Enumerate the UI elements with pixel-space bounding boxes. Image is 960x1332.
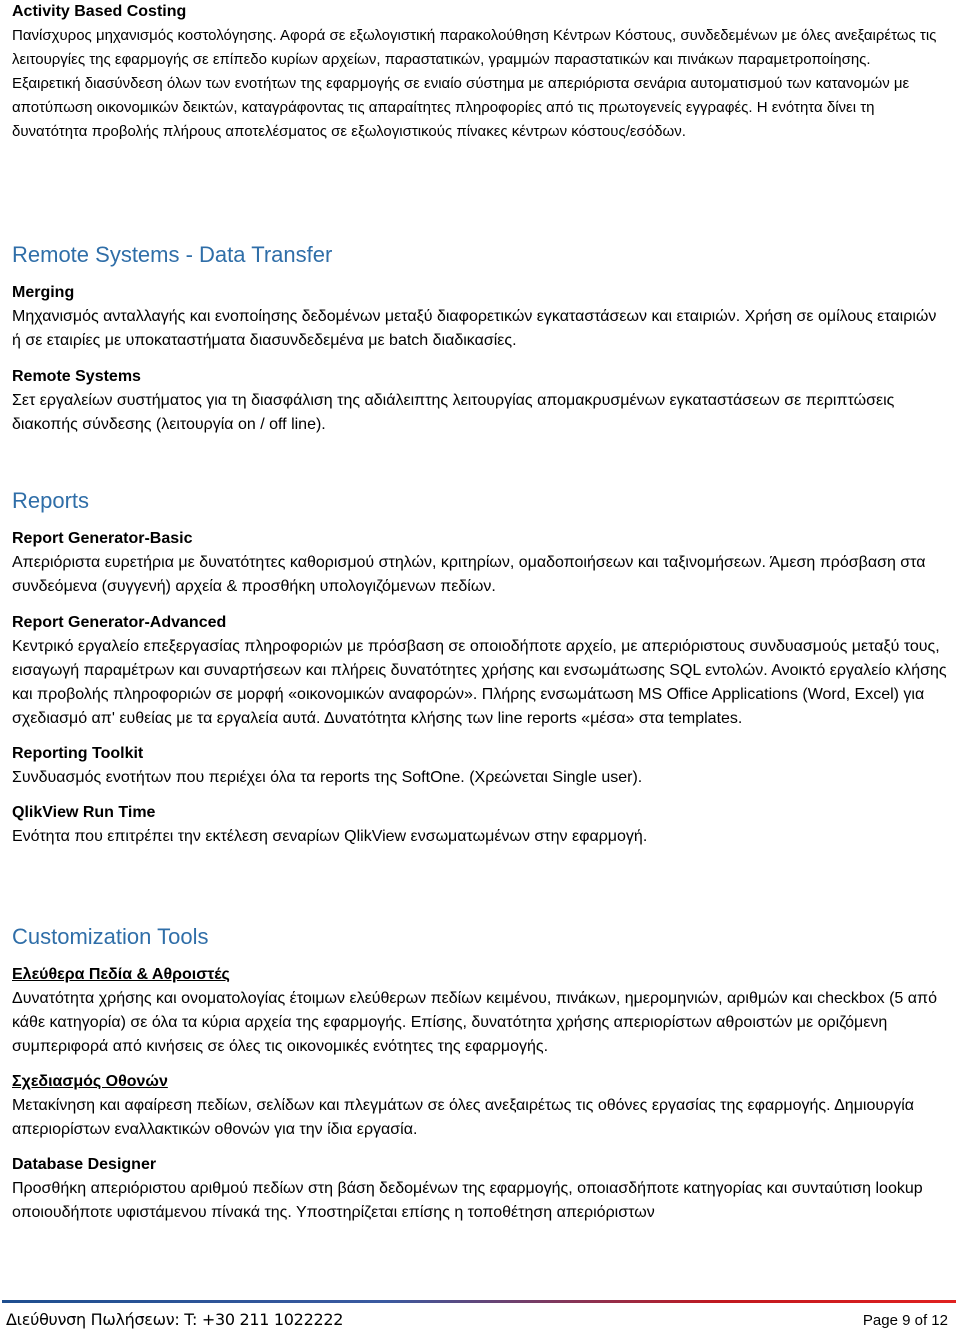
free-fields-title: Ελεύθερα Πεδία & Αθροιστές bbox=[12, 966, 230, 983]
footer-divider bbox=[2, 1300, 956, 1303]
report-advanced-title: Report Generator-Advanced bbox=[12, 614, 227, 631]
reports-section bbox=[12, 487, 948, 849]
free-fields-text: Δυνατότητα χρήσης και ονοματολογίας έτοιμων ελεύθερων πεδίων κειμένου, πινάκων, ημερομηνιών, αριθμών και checkbox (5 από κάθε κατηγορία) σε όλα τα κύρια αρχεία της εφαρμογής. Επίσης, δυνατότητα χρήσης απεριορίστων αθροιστών με οριζόμενη συμπεριφορά από κινήσεις σε όλες τις οικονομικές ενότητες της εφαρμογής. bbox=[12, 990, 937, 1055]
qlikview-title: QlikView Run Time bbox=[12, 804, 156, 821]
remote-systems-section bbox=[12, 241, 948, 437]
abc-section bbox=[12, 0, 948, 144]
report-basic-title: Report Generator-Basic bbox=[12, 530, 193, 547]
report-basic-text: Απεριόριστα ευρετήρια με δυνατότητες καθορισμού στηλών, κριτηρίων, ομαδοποιήσεων και ταξινομήσεων. Άμεση πρόσβαση στα συνδεόμενα (συγγενή) αρχεία & προσθήκη υπολογιζόμενων πεδίων. bbox=[12, 554, 926, 595]
section-heading-remote-systems: Remote Systems - Data Transfer bbox=[12, 242, 333, 267]
abc-title: Activity Based Costing bbox=[12, 3, 187, 20]
customization-section bbox=[12, 923, 948, 1225]
section-heading-customization: Customization Tools bbox=[12, 924, 209, 949]
merging-title: Merging bbox=[12, 284, 75, 301]
page-number: Page 9 of 12 bbox=[862, 1312, 948, 1329]
database-designer-title: Database Designer bbox=[12, 1156, 157, 1173]
section-heading-reports: Reports bbox=[12, 488, 90, 513]
screen-design-text: Μετακίνηση και αφαίρεση πεδίων, σελίδων και πλεγμάτων σε όλες ανεξαιρέτως τις οθόνες εργασίας της εφαρμογής. Δημιουργία απεριορίστων εναλλακτικών οθονών για την ίδια εργασία. bbox=[12, 1097, 915, 1138]
footer-contact: Διεύθυνση Πωλήσεων: T: +30 211 1022222 bbox=[6, 1310, 344, 1329]
remote-systems-text: Σετ εργαλείων συστήματος για τη διασφάλιση της αδιάλειπτης λειτουργίας απομακρυσμένων εγκαταστάσεων σε περιπτώσεις διακοπής σύνδεσης (λειτουργία on / off line). bbox=[12, 392, 895, 433]
report-advanced-text: Κεντρικό εργαλείο επεξεργασίας πληροφοριών με πρόσβαση σε οποιοδήποτε αρχείο, με απεριόριστους συνδυασμούς μεταξύ τους, εισαγωγή παραμέτρων και συναρτήσεων και πλήρεις δυνατότητες χρήσης και ενσωμάτωσης SQL εντολών. Ανοικτό εργαλείο κλήσης και προβολής πληροφοριών σε μορφή «οικονομικών αναφορών». Πλήρης ενσωμάτωση MS Office Applications (Word, Excel) για σχεδιασμό απ' ευθείας με τα εργαλεία αυτά. Δυνατότητα κλήσης των line reports «μέσα» στα templates. bbox=[12, 638, 947, 727]
remote-systems-title: Remote Systems bbox=[12, 368, 141, 385]
abc-paragraph-1: Πανίσχυρος μηχανισμός κοστολόγησης. Αφορά σε εξωλογιστική παρακολούθηση Κέντρων Κόστους, συνδεδεμένων με όλες ανεξαιρέτως τις λειτουργίες της εφαρμογής σε επίπεδο κυρίων αρχείων, παραστατικών, γραμμών παραστατικών και πινάκων παραμετροποίησης. bbox=[12, 27, 937, 68]
merging-text: Μηχανισμός ανταλλαγής και ενοποίησης δεδομένων μεταξύ διαφορετικών εγκαταστάσεων και εταιριών. Χρήση σε ομίλους εταιριών ή σε εταιρίες με υποκαταστήματα διασυνδεδεμένα με batch διαδικασίες. bbox=[12, 308, 937, 349]
reporting-toolkit-title: Reporting Toolkit bbox=[12, 745, 144, 762]
screen-design-title: Σχεδιασμός Οθονών bbox=[12, 1073, 168, 1090]
database-designer-text: Προσθήκη απεριόριστου αριθμού πεδίων στη βάση δεδομένων της εφαρμογής, οποιασδήποτε κατηγορίας και συνταύτιση lookup οποιουδήποτε υφιστάμενου πίνακά της. Υποστηρίζεται επίσης η τοποθέτηση απεριόριστων bbox=[12, 1180, 923, 1221]
qlikview-text: Ενότητα που επιτρέπει την εκτέλεση σεναρίων QlikView ενσωματωμένων στην εφαρμογή. bbox=[12, 828, 648, 845]
page-footer bbox=[0, 1300, 960, 1332]
reporting-toolkit-text: Συνδυασμός ενοτήτων που περιέχει όλα τα reports της SoftOne. (Χρεώνεται Single user). bbox=[12, 769, 643, 786]
abc-paragraph-2: Εξαιρετική διασύνδεση όλων των ενοτήτων της εφαρμογής σε ενιαίο σύστημα με απεριόριστα σενάρια αυτοματισμού των κατανομών με αποτύπωση οικονομικών δεικτών, καταγράφοντας τις απαραίτητες πληροφορίες από τις πρωτογενείς εγγραφές. Η ενότητα δίνει τη δυνατότητα προβολής πλήρους αποτελέσματος σε εξωλογιστικούς πίνακες κέντρων κόστους/εσόδων. bbox=[12, 75, 910, 140]
